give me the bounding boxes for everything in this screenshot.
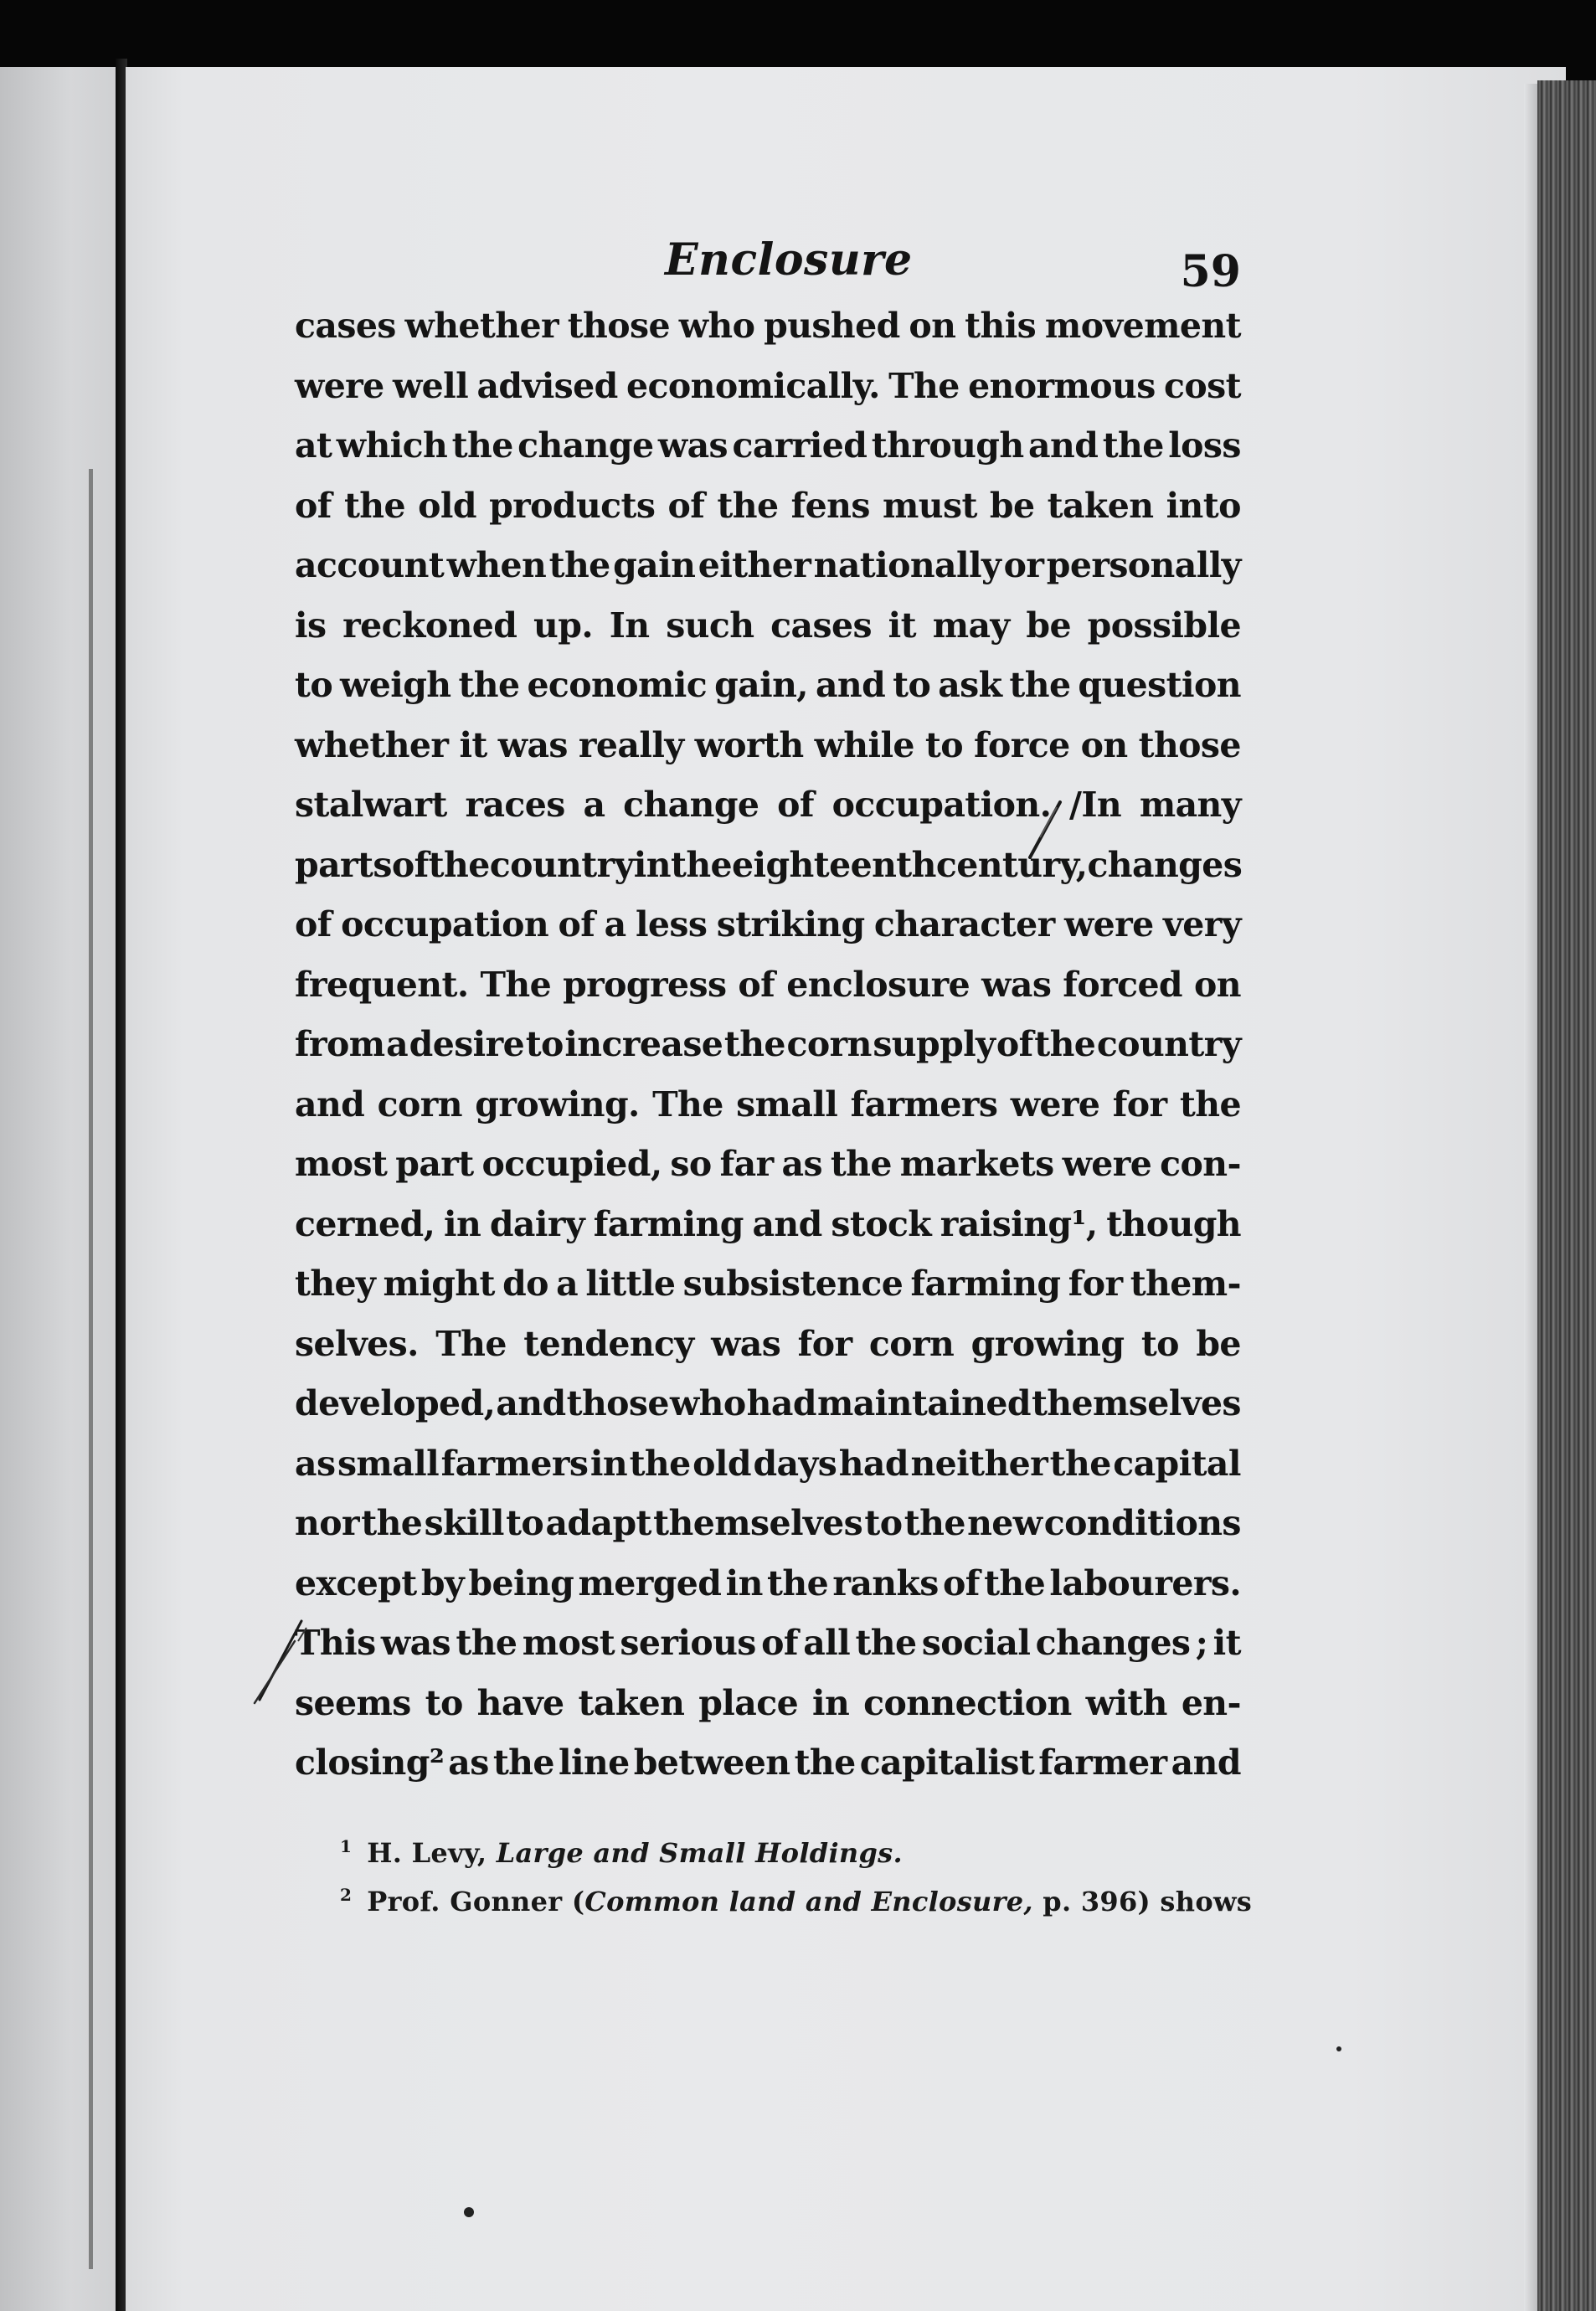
footnotes [295,1825,1253,1922]
text-line: to weigh the economic gain, and to ask the question [295,665,1241,705]
text-line: nor the skill to adapt themselves to the new conditions [295,1503,1241,1543]
gutter-shadow [89,469,93,2269]
text-line: they might do a little subsistence farming for them- [295,1264,1241,1304]
text-line: is reckoned up. In such cases it may be possible [295,605,1241,646]
text-line: seems to have taken place in connection with en- [295,1682,1241,1723]
footnote-mark: 2 [340,1884,353,1905]
text-line: stalwart races a change of occupation. /In many [295,785,1241,825]
text-line: most part occupied, so far as the markets were con- [295,1144,1241,1184]
footnote-text: Prof. Gonner ( [367,1885,585,1917]
text-line: except by being merged in the ranks of the labourers. [295,1562,1241,1603]
text-line: cerned, in dairy farming and stock raising¹, though [295,1203,1241,1244]
text-line: parts of the country in the eighteenth century, changes [295,844,1243,885]
text-line: whether it was really worth while to force on those [295,724,1241,765]
body-text [295,296,1241,1794]
text-line: This was the most serious of all the social changes ; it [295,1623,1241,1663]
text-line: selves. The tendency was for corn growing to be [295,1323,1241,1364]
text-line: account when the gain either nationally or personally [295,545,1241,585]
footnote [295,1874,1253,1922]
text-line: at which the change was carried through and the loss [295,425,1241,466]
text-line: of the old products of the fens must be taken into [295,485,1241,526]
text-line: from a desire to increase the corn supply of the country [295,1024,1241,1064]
footnote-title: Common land and Enclosure, [584,1885,1033,1917]
scan-speck [1336,2046,1341,2051]
text-line: developed, and those who had maintained themselves [295,1383,1241,1423]
text-line: cases whether those who pushed on this movement [295,306,1241,346]
footnote-title: Large and Small Holdings. [496,1836,903,1869]
footnote [295,1825,1241,1874]
facing-page-edge [0,67,117,2311]
text-line: frequent. The progress of enclosure was forced on [295,964,1241,1005]
scan-speck [464,2207,474,2217]
footnote-text: p. 396) shows [1032,1885,1253,1917]
footnote-text: H. Levy, [367,1836,497,1869]
text-line: of occupation of a less striking character were very [295,904,1241,944]
running-title: Enclosure [665,234,913,286]
footnote-mark: 1 [340,1835,353,1856]
page-number: 59 [1180,246,1241,297]
text-line: and corn growing. The small farmers were for the [295,1083,1241,1125]
running-head [295,226,1241,297]
text-line: closing² as the line between the capitalist farmer and [295,1742,1241,1783]
text-block [295,226,1253,1922]
page-stack-edge [1537,80,1596,2311]
text-line: were well advised economically. The enormous cost [295,365,1241,406]
text-line: as small farmers in the old days had neither the capital [295,1443,1241,1484]
